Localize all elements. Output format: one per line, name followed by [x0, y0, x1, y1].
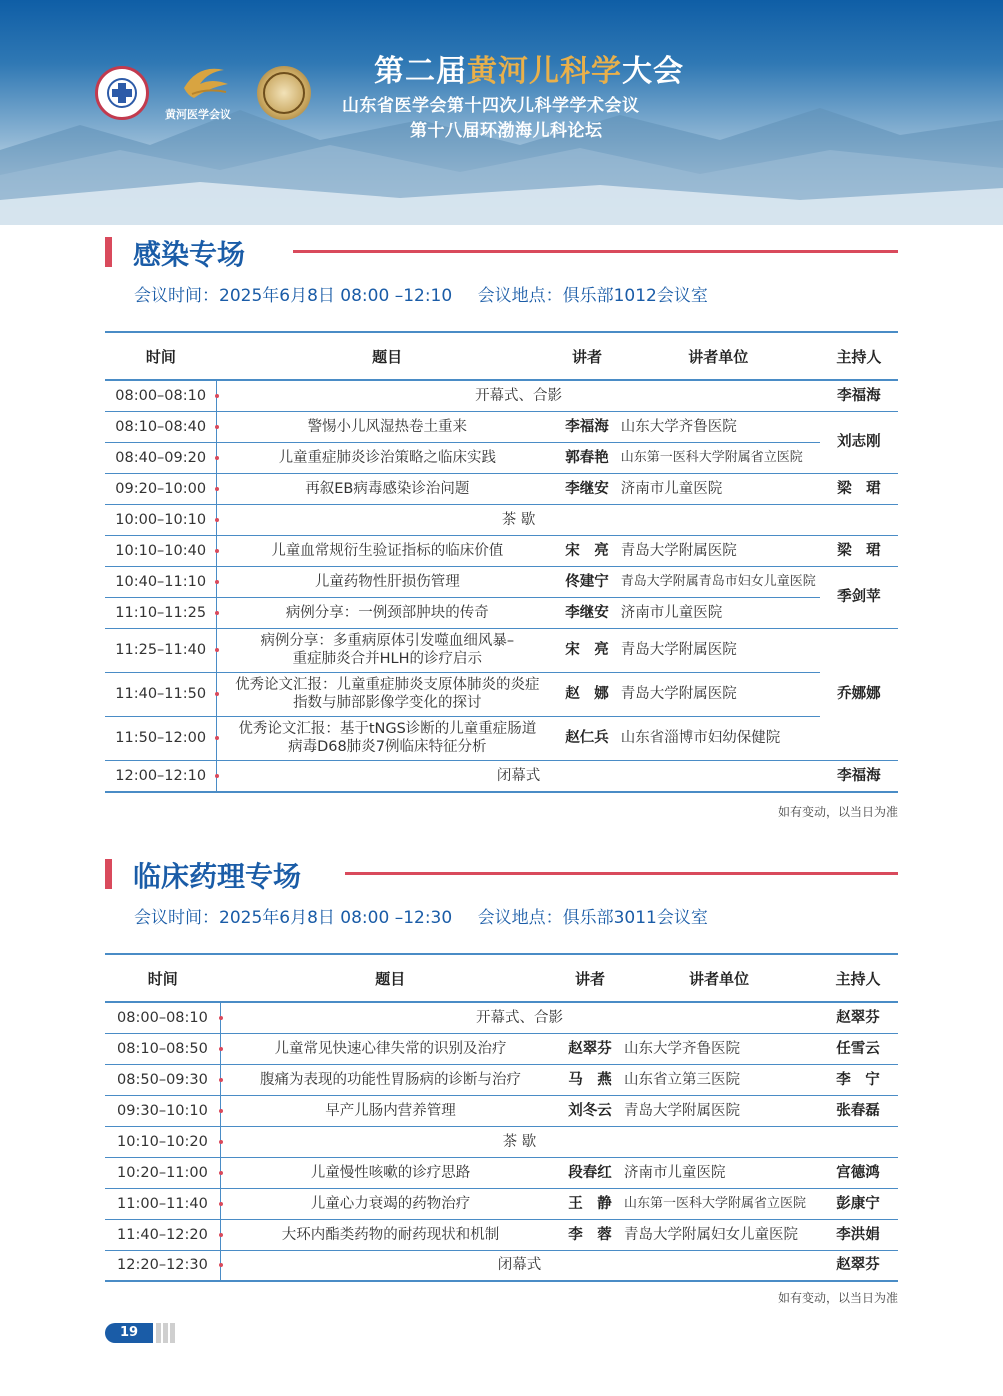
- page-number-stripe: [156, 1323, 161, 1343]
- conference-subtitle-2: 第十八届环渤海儿科论坛: [410, 121, 603, 141]
- table-row: 11:40–12:20 大环内酯类药物的耐药现状和机制 李 蓉 青岛大学附属妇女儿童医院 李洪娟: [105, 1219, 898, 1250]
- table-row: 12:00–12:10 闭幕式 李福海: [105, 760, 898, 792]
- table-header-row: [105, 954, 898, 1002]
- table-row: 09:30–10:10 早产儿肠内营养管理 刘冬云 青岛大学附属医院 张春磊: [105, 1095, 898, 1126]
- header-banner: [0, 0, 1003, 225]
- yellow-river-logo: [178, 58, 234, 108]
- page-number-stripe: [170, 1323, 175, 1343]
- table-header-row: [105, 332, 898, 380]
- header-topic: 题目: [217, 332, 557, 380]
- page-number: 19: [105, 1323, 153, 1343]
- table-row: 10:10–10:20 茶 歇: [105, 1126, 898, 1157]
- page-number-stripe: [163, 1323, 168, 1343]
- table-row: 08:10–08:50 儿童常见快速心律失常的识别及治疗 赵翠芬 山东大学齐鲁医院 任雪云: [105, 1033, 898, 1064]
- section-header-infection: [105, 234, 898, 271]
- section-accent-bar: [105, 859, 112, 889]
- table-row: 09:20–10:00 再叙EB病毒感染诊治问题 李继安 济南市儿童医院 梁 珺: [105, 473, 898, 504]
- schedule-table-pharmacology: [105, 953, 898, 1282]
- session-place: 会议地点：俱乐部1012会议室: [477, 286, 708, 306]
- table-row: 10:10–10:40 儿童血常规衍生验证指标的临床价值 宋 亮 青岛大学附属医院 梁 珺: [105, 535, 898, 566]
- table-row: 10:20–11:00 儿童慢性咳嗽的诊疗思路 段春红 济南市儿童医院 宫德鸿: [105, 1157, 898, 1188]
- section-title: 感染专场: [133, 238, 246, 271]
- table-row: 08:00–08:10 开幕式、合影 赵翠芬: [105, 1002, 898, 1033]
- conference-subtitle-1: 山东省医学会第十四次儿科学学术会议: [342, 96, 640, 116]
- header-time: 时间: [105, 332, 217, 380]
- medical-association-logo: [95, 66, 149, 120]
- section-accent-bar: [105, 237, 112, 267]
- section-header-pharmacology: [105, 856, 898, 893]
- table-row: 08:10–08:40 警惕小儿风湿热卷土重来 李福海 山东大学齐鲁医院 刘志刚: [105, 411, 898, 442]
- session-meta: [134, 903, 728, 928]
- table-row: 10:00–10:10 茶 歇: [105, 504, 898, 535]
- header-host: 主持人: [820, 332, 898, 380]
- table-row: 10:40–11:10 儿童药物性肝损伤管理 佟建宁 青岛大学附属青岛市妇女儿童医院 季剑苹: [105, 566, 898, 597]
- schedule-table-infection: [105, 331, 898, 793]
- change-note: 如有变动，以当日为准: [777, 1291, 898, 1305]
- table-row: 11:10–11:25 病例分享：一例颈部肿块的传奇 李继安 济南市儿童医院: [105, 597, 898, 628]
- table-row: 08:50–09:30 腹痛为表现的功能性胃肠病的诊断与治疗 马 燕 山东省立第三医院 李 宁: [105, 1064, 898, 1095]
- header-host: 主持人: [818, 954, 898, 1002]
- session-time: 会议时间：2025年6月8日 08:00 –12:30: [134, 908, 453, 928]
- seal-logo: [257, 66, 311, 120]
- yellow-river-logo-text: 黄河医学会议: [165, 108, 231, 121]
- header-org: 讲者单位: [617, 332, 820, 380]
- table-row: 11:40–11:50 优秀论文汇报：儿童重症肺炎支原体肺炎的炎症 指数与肺部影像学变化的探讨 赵 娜 青岛大学附属医院: [105, 672, 898, 716]
- table-row: 11:25–11:40 病例分享：多重病原体引发噬血细风暴– 重症肺炎合并HLH的诊疗启示 宋 亮 青岛大学附属医院 乔娜娜: [105, 628, 898, 672]
- header-topic: 题目: [220, 954, 560, 1002]
- table-row: 08:00–08:10 开幕式、合影 李福海: [105, 380, 898, 411]
- section-divider: [345, 872, 898, 875]
- table-row: 11:00–11:40 儿童心力衰竭的药物治疗 王 静 山东第一医科大学附属省立医院 彭康宁: [105, 1188, 898, 1219]
- session-meta: [134, 281, 728, 306]
- header-speaker: 讲者: [560, 954, 620, 1002]
- header-org: 讲者单位: [620, 954, 818, 1002]
- header-time: 时间: [105, 954, 220, 1002]
- table-row: 12:20–12:30 闭幕式 赵翠芬: [105, 1250, 898, 1281]
- section-title: 临床药理专场: [133, 860, 302, 893]
- conference-title: 第二届黄河儿科学大会: [374, 54, 684, 89]
- session-place: 会议地点：俱乐部3011会议室: [477, 908, 708, 928]
- change-note: 如有变动，以当日为准: [777, 805, 898, 819]
- table-row: 11:50–12:00 优秀论文汇报：基于tNGS诊断的儿童重症肠道 病毒D68肺炎7例临床特征分析 赵仁兵 山东省淄博市妇幼保健院: [105, 716, 898, 760]
- header-speaker: 讲者: [557, 332, 616, 380]
- section-divider: [293, 250, 898, 253]
- table-row: 08:40–09:20 儿童重症肺炎诊治策略之临床实践 郭春艳 山东第一医科大学附属省立医院: [105, 442, 898, 473]
- session-time: 会议时间：2025年6月8日 08:00 –12:10: [134, 286, 453, 306]
